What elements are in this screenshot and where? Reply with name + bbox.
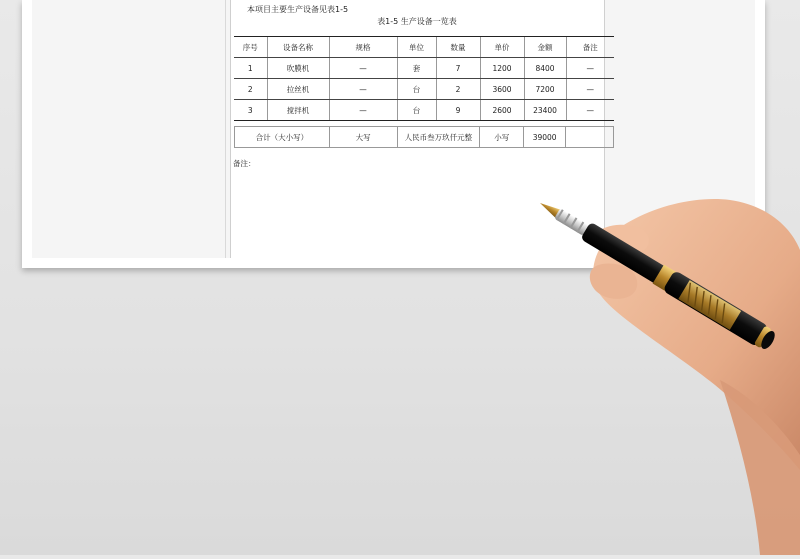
- table-cell: 9: [436, 100, 480, 121]
- header-cell: 数量: [436, 37, 480, 58]
- right-margin-panel: [604, 0, 755, 258]
- table-cell: —: [566, 79, 614, 100]
- total-row: [235, 127, 614, 148]
- header-cell: 设备名称: [267, 37, 329, 58]
- thumb-shape: [590, 264, 637, 299]
- document-sheet: [22, 0, 765, 268]
- table-cell: 2600: [480, 100, 524, 121]
- table-cell: 23400: [524, 100, 566, 121]
- table-cell: —: [329, 100, 397, 121]
- table-cell: —: [566, 58, 614, 79]
- table-caption: 表1-5 生产设备一览表: [377, 17, 457, 26]
- table-cell: 1200: [480, 58, 524, 79]
- total-upper-value: 人民币叁万玖仟元整: [397, 127, 480, 148]
- table-cell: 3: [234, 100, 267, 121]
- table-cell: 1: [234, 58, 267, 79]
- header-cell: 单位: [397, 37, 436, 58]
- intro-text: 本项目主要生产设备见表1-5: [247, 5, 349, 14]
- total-label: 合计（大小写）: [235, 127, 330, 148]
- table-cell: 8400: [524, 58, 566, 79]
- table-row: [234, 79, 614, 100]
- table-cell: 套: [397, 58, 436, 79]
- table-header-row: [234, 37, 614, 58]
- pen-band: [653, 265, 676, 291]
- table-row: [234, 100, 614, 121]
- total-table: [234, 126, 614, 148]
- table-cell: 2: [436, 79, 480, 100]
- table-cell: 台: [397, 79, 436, 100]
- table-cell: —: [329, 58, 397, 79]
- left-margin-panel: [32, 0, 231, 258]
- table-cell: 7: [436, 58, 480, 79]
- table-cell: 吹膜机: [267, 58, 329, 79]
- total-lower-label: 小写: [480, 127, 524, 148]
- header-cell: 备注: [566, 37, 614, 58]
- table-cell: —: [566, 100, 614, 121]
- arm-shape: [720, 380, 800, 555]
- equipment-table: [234, 36, 614, 121]
- total-lower-value: 39000: [524, 127, 566, 148]
- header-cell: 规格: [329, 37, 397, 58]
- table-cell: 台: [397, 100, 436, 121]
- header-cell: 金额: [524, 37, 566, 58]
- total-empty-cell: [566, 127, 614, 148]
- header-cell: 序号: [234, 37, 267, 58]
- pen-cap: [662, 270, 769, 347]
- header-cell: 单价: [480, 37, 524, 58]
- table-cell: 2: [234, 79, 267, 100]
- document-page: [231, 0, 603, 258]
- table-cell: 7200: [524, 79, 566, 100]
- table-cell: 搅拌机: [267, 100, 329, 121]
- table-cell: 3600: [480, 79, 524, 100]
- notes-label: 备注：: [233, 159, 256, 168]
- table-cell: 拉丝机: [267, 79, 329, 100]
- table-cell: —: [329, 79, 397, 100]
- table-row: [234, 58, 614, 79]
- total-upper-label: 大写: [329, 127, 397, 148]
